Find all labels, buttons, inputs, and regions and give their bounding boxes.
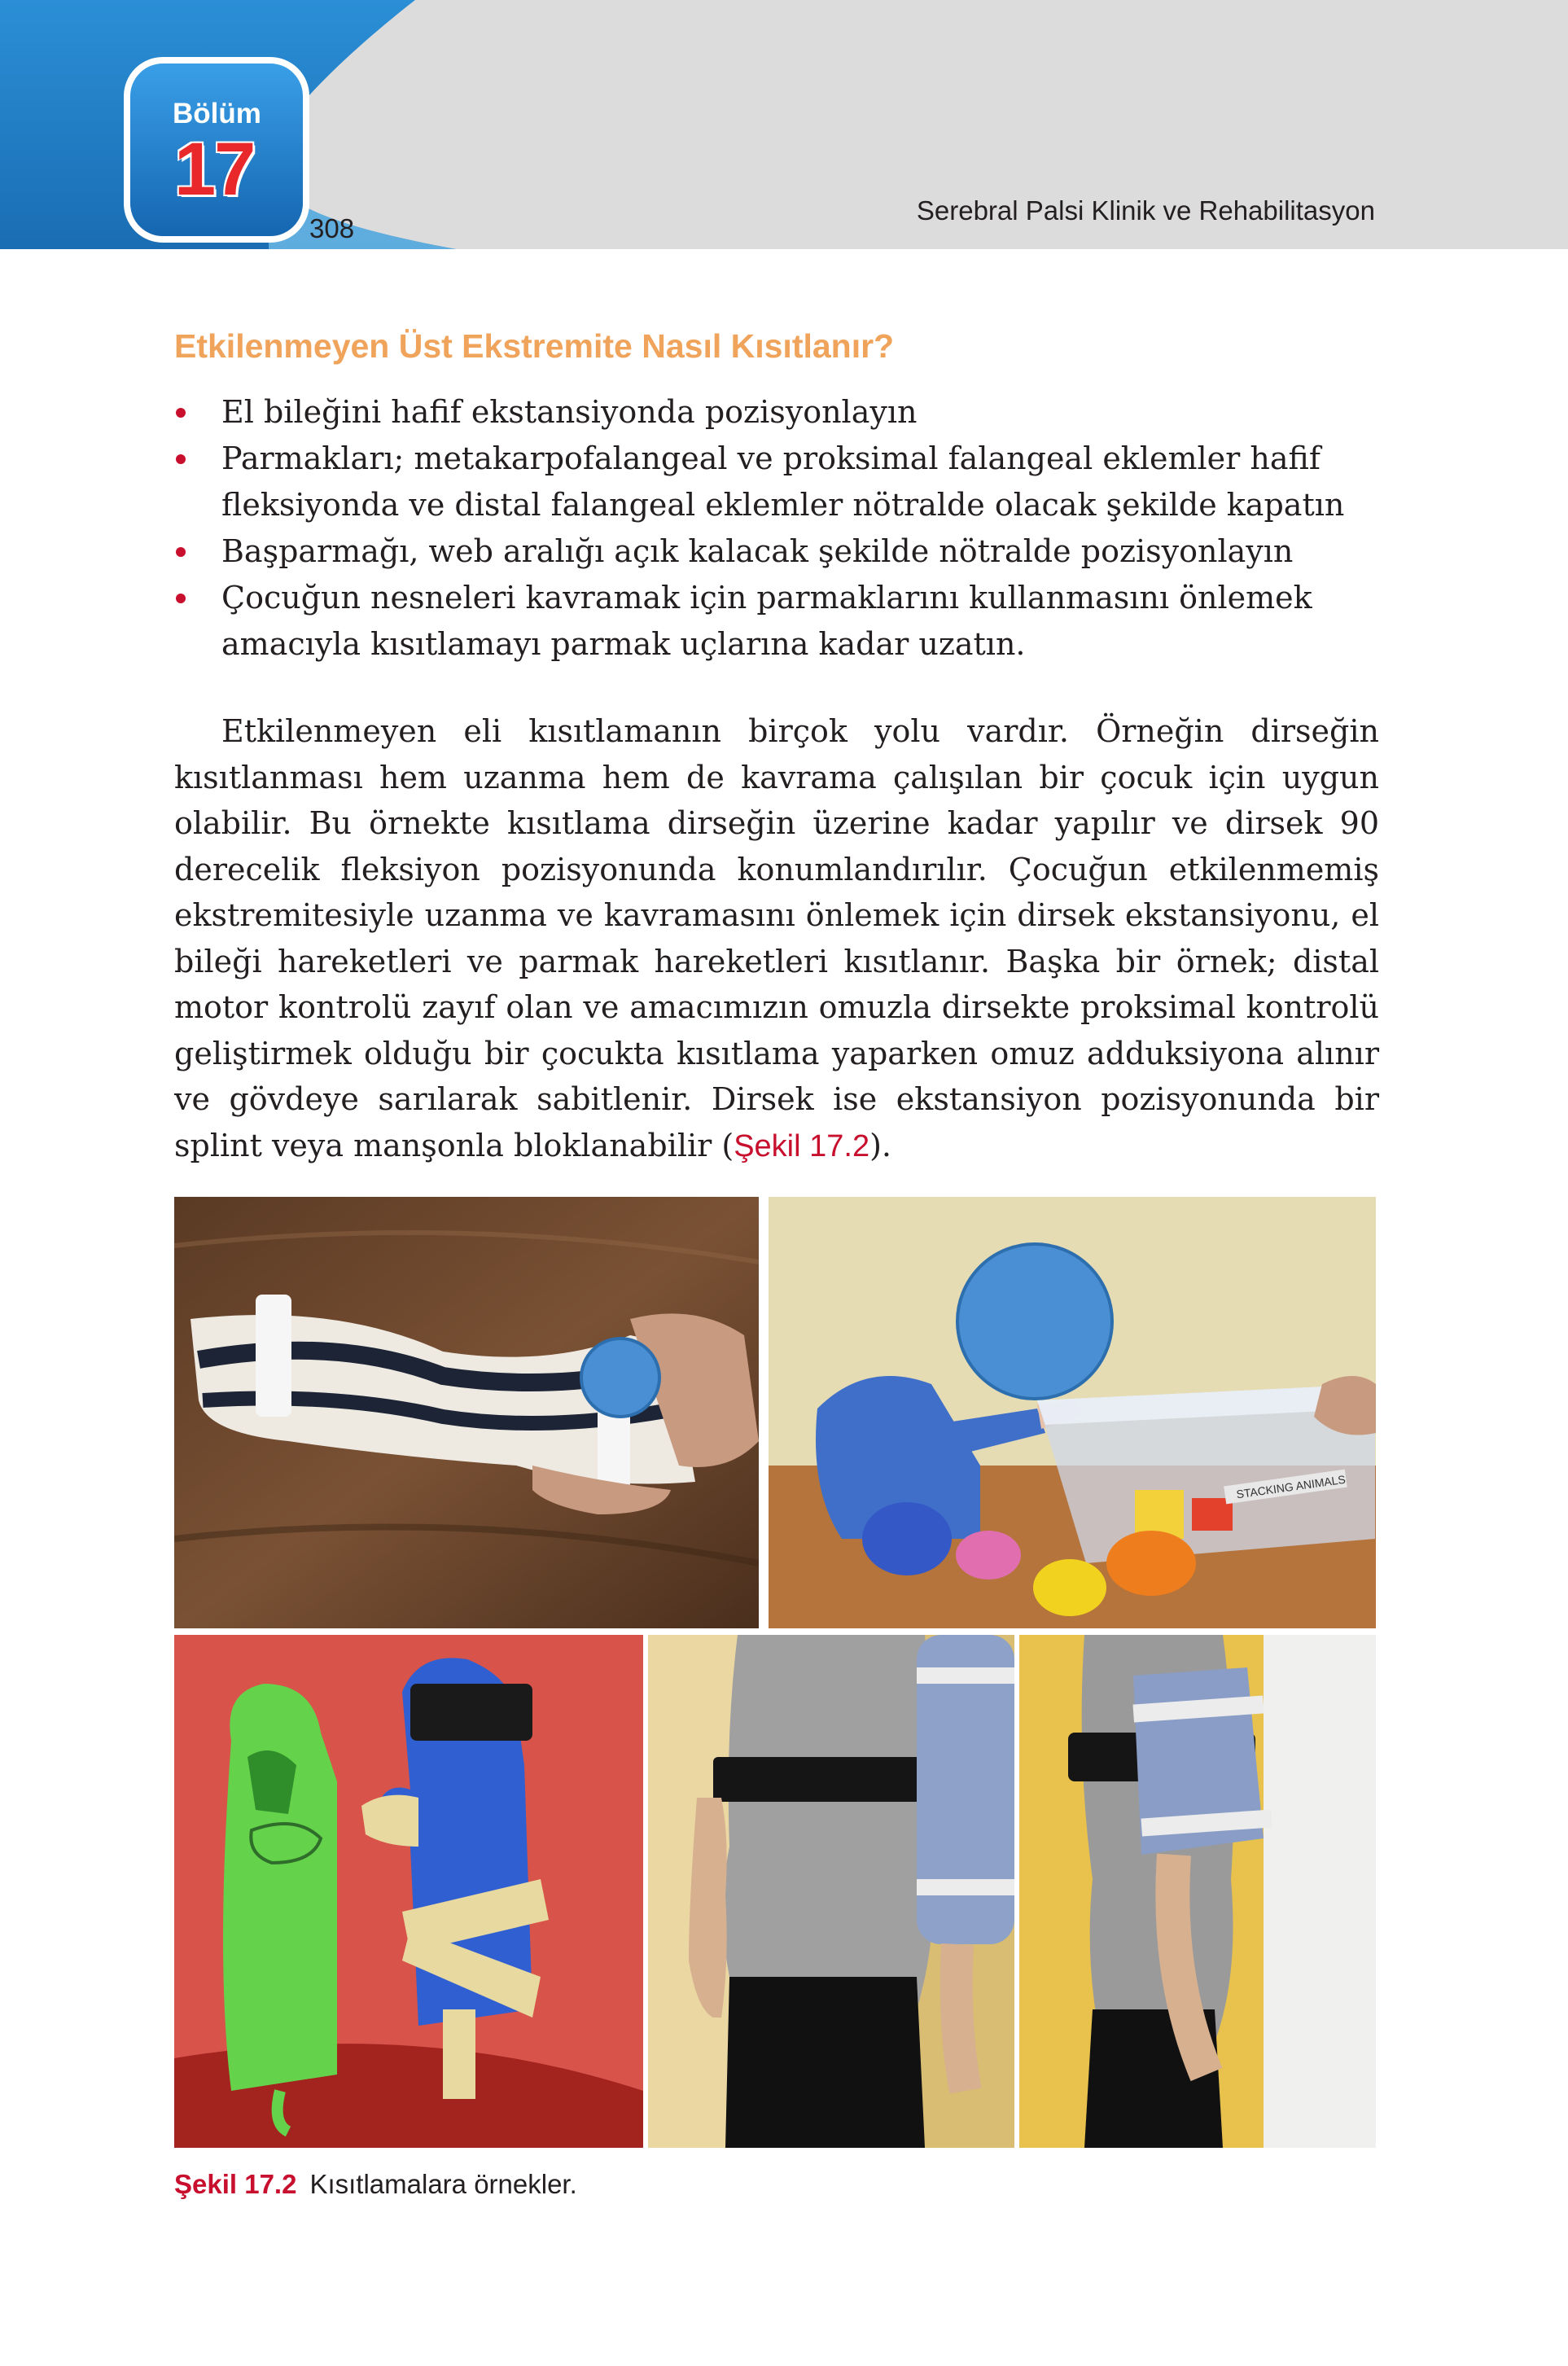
- bullet-list: [174, 389, 1379, 668]
- paragraph-text: Etkilenmeyen eli kısıtlamanın birçok yolu vardır. Örneğin dirseğin kısıtlanması hem uzanma hem de kavrama çalışılan bir çocuk için uygun olabilir. Bu örnekte kısıtlama dirseğin üzerine kadar yapılır ve dirsek 90 derecelik fleksiyon pozisyonunda konumlandırılır. Çocuğun etkilenmemiş ekstremitesiyle uzanma ve kavramasını önlemek için dirsek ekstansiyonu, el bileği hareketleri ve parmak hareketleri kısıtlanır. Başka bir örnek; distal motor kontrolü zayıf olan ve amacımızın omuzla dirsekte proksimal kontrolü geliştirmek olduğu bir çocukta kısıtlama yaparken omuz adduksiyona alınır ve gövdeye sarılarak sabitlenir. Dirsek ise ekstansiyon pozisyonunda bir splint veya manşonla bloklanabilir (: [174, 713, 1379, 1163]
- page-number: 308: [309, 213, 355, 243]
- chapter-number: 17: [174, 128, 255, 211]
- photo-child-playing: [769, 1197, 1376, 1628]
- chapter-label: Bölüm: [173, 98, 261, 129]
- box-label: STACKING ANIMALS: [1235, 1472, 1347, 1501]
- bullet-icon: [176, 454, 186, 464]
- figure-caption: [174, 2169, 577, 2200]
- paragraph-end: ).: [869, 1127, 891, 1163]
- bullet-icon: [176, 547, 186, 557]
- caption-number: Şekil 17.2: [174, 2169, 297, 2199]
- bullet-icon: [176, 594, 186, 603]
- photo-mitt-splints: [174, 1635, 643, 2148]
- bullet-item: [174, 389, 1379, 436]
- bullet-icon: [176, 408, 186, 418]
- photo-elbow-restraint-side: [1019, 1635, 1376, 2148]
- photo-hand-splint: [174, 1197, 759, 1628]
- bullet-text: Başparmağı, web aralığı açık kalacak şekilde nötralde pozisyonlayın: [221, 533, 1294, 569]
- bullet-text: El bileğini hafif ekstansiyonda pozisyonlayın: [221, 394, 918, 430]
- caption-text: Kısıtlamalara örnekler.: [309, 2169, 577, 2199]
- section-heading: Etkilenmeyen Üst Ekstremite Nasıl Kısıtlanır?: [174, 327, 895, 365]
- bullet-item: [174, 436, 1379, 528]
- figure-reference-link[interactable]: Şekil 17.2: [734, 1128, 870, 1163]
- bullet-text: Parmakları; metakarpofalangeal ve proksimal falangeal eklemler hafif fleksiyonda ve distal falangeal eklemler nötralde olacak şekilde kapatın: [221, 440, 1345, 523]
- bullet-item: [174, 528, 1379, 575]
- body-paragraph: [174, 708, 1379, 1169]
- bullet-item: [174, 575, 1379, 668]
- bullet-text: Çocuğun nesneleri kavramak için parmaklarını kullanmasını önlemek amacıyla kısıtlamayı parmak uçlarına kadar uzatın.: [221, 580, 1312, 662]
- photo-elbow-restraint-front: [648, 1635, 1014, 2148]
- running-title: Serebral Palsi Klinik ve Rehabilitasyon: [916, 195, 1375, 226]
